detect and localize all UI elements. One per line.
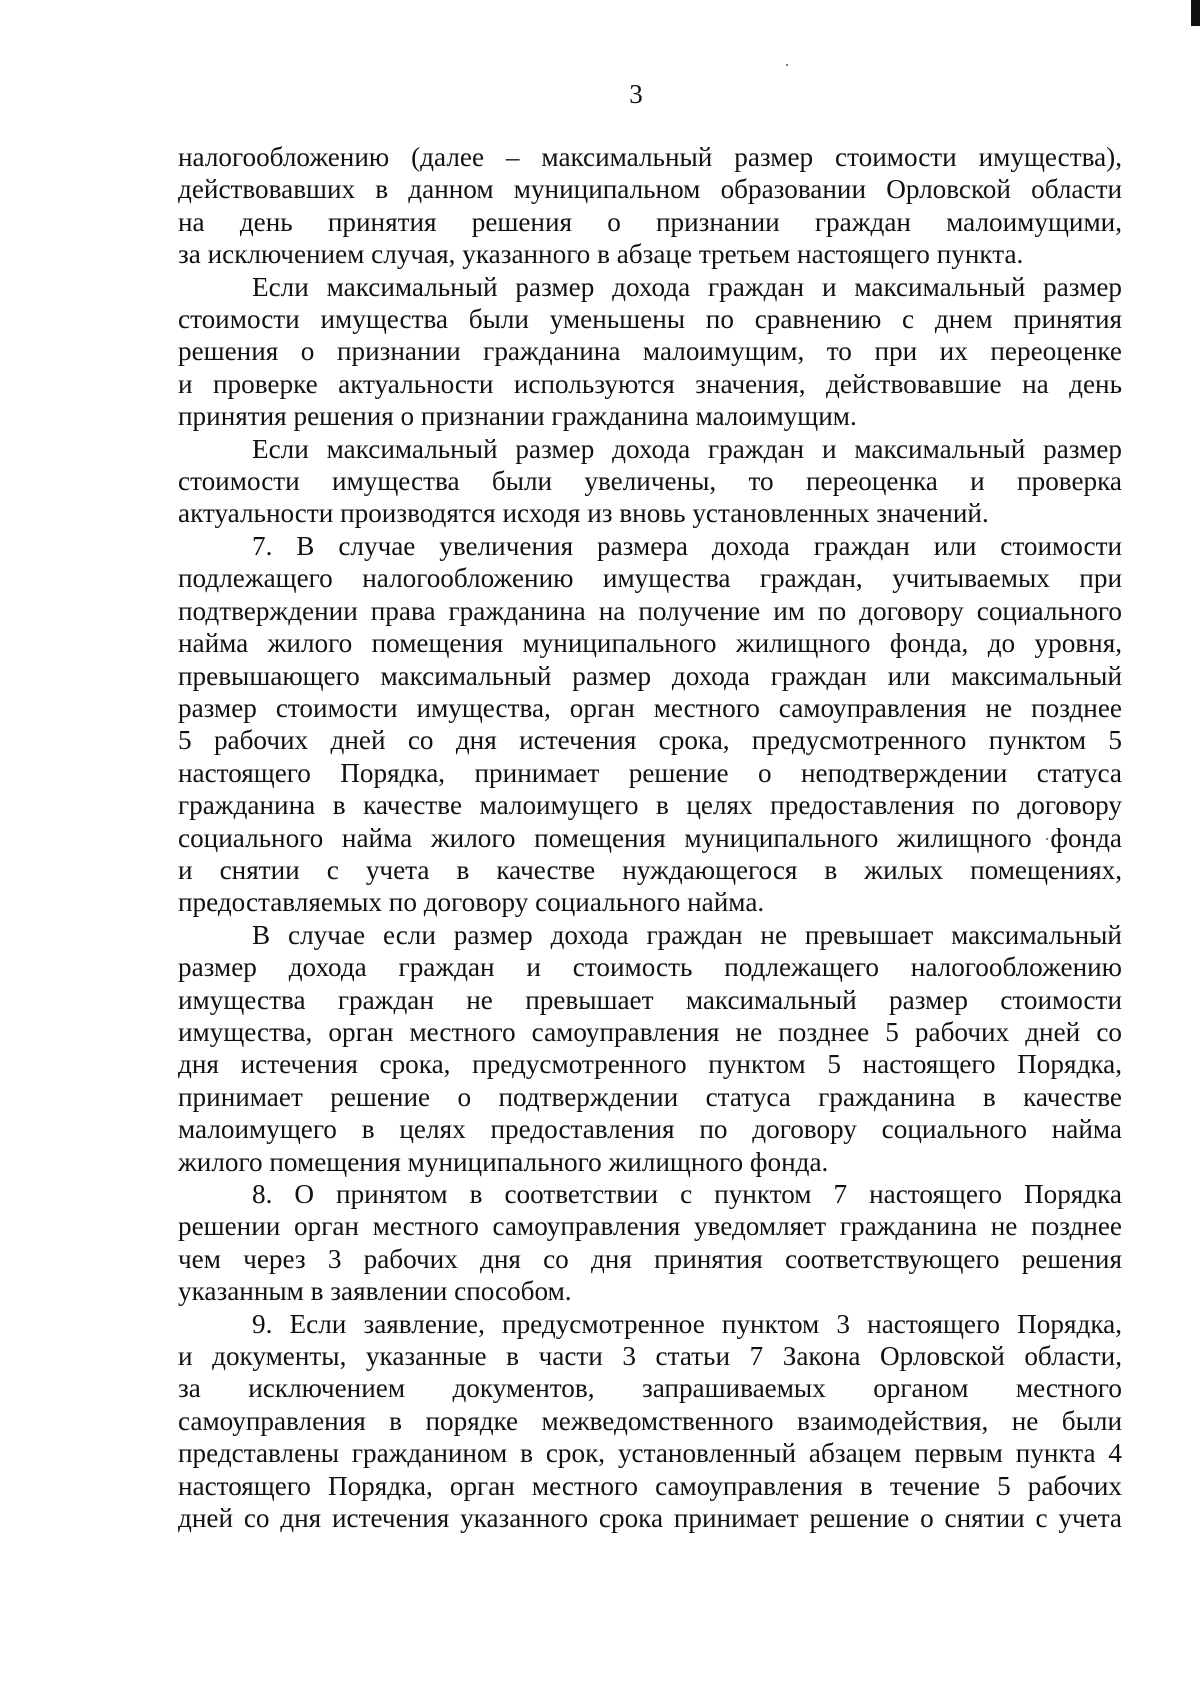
- page-number: 3: [629, 79, 643, 109]
- text-line: принимает решение о подтверждении статуса гражданина в качестве: [178, 1081, 1122, 1112]
- document-body: [178, 141, 1122, 1534]
- scan-edge-mark: [1191, 0, 1200, 26]
- text-line: дней со дня истечения указанного срока принимает решение о снятии с учета: [178, 1503, 1122, 1534]
- scan-speck: [786, 64, 788, 66]
- text-line: представлены гражданином в срок, установленный абзацем первым пункта 4: [178, 1438, 1122, 1469]
- text-line: чем через 3 рабочих дня со дня принятия соответствующего решения: [178, 1243, 1122, 1274]
- text-line: гражданина в качестве малоимущего в целях предоставления по договору: [178, 790, 1122, 821]
- text-line: стоимости имущества были увеличены, то переоценка и проверка: [178, 466, 1122, 497]
- text-line: указанным в заявлении способом.: [178, 1276, 572, 1307]
- text-line: 8. О принятом в соответствии с пунктом 7 настоящего Порядка: [252, 1179, 1122, 1209]
- text-line: подтверждении права гражданина на получение им по договору социального: [178, 595, 1122, 626]
- text-line: за исключением документов, запрашиваемых органом местного: [178, 1373, 1122, 1404]
- text-line: подлежащего налогообложению имущества граждан, учитываемых при: [178, 563, 1122, 594]
- text-line: превышающего максимальный размер дохода граждан или максимальный: [178, 660, 1122, 691]
- text-line: жилого помещения муниципального жилищного фонда.: [178, 1146, 829, 1177]
- text-line: и снятии с учета в качестве нуждающегося в жилых помещениях,: [178, 854, 1122, 885]
- text-line: за исключением случая, указанного в абзаце третьем настоящего пункта.: [178, 239, 1024, 270]
- text-line: 5 рабочих дней со дня истечения срока, предусмотренного пунктом 5: [178, 725, 1122, 756]
- text-line: действовавших в данном муниципальном образовании Орловской области: [178, 174, 1122, 205]
- text-line: В случае если размер дохода граждан не превышает максимальный: [252, 919, 1122, 950]
- text-line: стоимости имущества были уменьшены по сравнению с днем принятия: [178, 304, 1122, 335]
- text-line: малоимущего в целях предоставления по договору социального найма: [178, 1114, 1122, 1145]
- text-line: предоставляемых по договору социального найма.: [178, 887, 765, 918]
- text-line: размер стоимости имущества, орган местного самоуправления не позднее: [178, 692, 1122, 723]
- text-line: настоящего Порядка, принимает решение о неподтверждении статуса: [178, 757, 1122, 788]
- text-line: настоящего Порядка, орган местного самоуправления в течение 5 рабочих: [178, 1470, 1122, 1501]
- text-line: налогообложению (далее – максимальный размер стоимости имущества),: [178, 142, 1122, 172]
- text-line: принятия решения о признании гражданина малоимущим.: [178, 401, 857, 432]
- text-line: на день принятия решения о признании граждан малоимущими,: [178, 206, 1122, 237]
- text-line: 7. В случае увеличения размера дохода граждан или стоимости: [252, 530, 1122, 561]
- text-line: социального найма жилого помещения муниципального жилищного фонда: [178, 822, 1122, 853]
- text-line: решения о признании гражданина малоимущим, то при их переоценке: [178, 336, 1122, 367]
- text-line: Если максимальный размер дохода граждан и максимальный размер: [252, 433, 1122, 464]
- text-line: и проверке актуальности используются значения, действовавшие на день: [178, 368, 1122, 399]
- text-line: размер дохода граждан и стоимость подлежащего налогообложению: [178, 952, 1122, 983]
- text-line: 9. Если заявление, предусмотренное пунктом 3 настоящего Порядка,: [252, 1308, 1122, 1339]
- text-line: имущества граждан не превышает максимальный размер стоимости: [178, 984, 1122, 1015]
- text-line: имущества, орган местного самоуправления не позднее 5 рабочих дней со: [178, 1016, 1122, 1047]
- text-line: решении орган местного самоуправления уведомляет гражданина не позднее: [178, 1211, 1122, 1242]
- text-line: самоуправления в порядке межведомственного взаимодействия, не были: [178, 1405, 1122, 1436]
- text-line: и документы, указанные в части 3 статьи 7 Закона Орловской области,: [178, 1341, 1122, 1372]
- text-line: актуальности производятся исходя из вновь установленных значений.: [178, 498, 989, 529]
- text-line: дня истечения срока, предусмотренного пунктом 5 настоящего Порядка,: [178, 1049, 1122, 1080]
- text-line: Если максимальный размер дохода граждан и максимальный размер: [252, 271, 1122, 302]
- text-line: найма жилого помещения муниципального жилищного фонда, до уровня,: [178, 628, 1122, 659]
